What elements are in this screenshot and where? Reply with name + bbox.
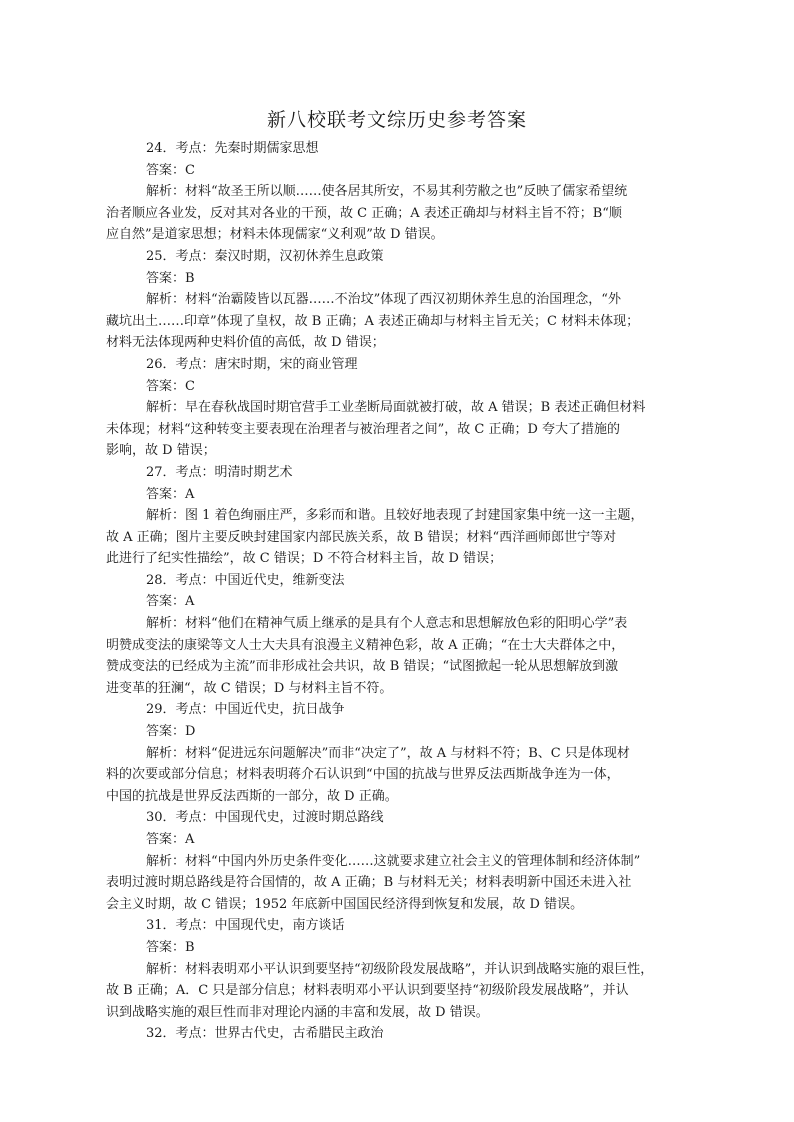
explanation-line: 识到战略实施的艰巨性而非对理论内涵的丰富和发展，故 D 错误。 [106,1004,489,1020]
question-block [106,138,688,246]
question-block [106,699,688,807]
explanation-line: 解析：材料“治霸陵皆以瓦器……不治坟”体现了西汉初期休养生息的治国理念，“外 [146,292,621,308]
question-block [106,354,688,462]
explanation-line: 应自然”是道家思想；材料未体现儒家“义利观”故 D 错误。 [106,227,444,243]
explanation-line: 未体现；材料“这种转变主要表现在治理者与被治理者之间”，故 C 正确；D 夸大了措施的 [106,421,621,437]
explanation-line: 解析：图 1 着色绚丽庄严，多彩而和谐。且较好地表现了封建国家集中统一这一主题， [146,508,644,524]
explanation-line: 材料无法体现两种史料价值的高低，故 D 错误； [106,335,385,351]
question-answer: 答案：A [146,486,195,502]
explanation-line: 解析：材料“他们在精神气质上继承的是具有个人意志和思想解放色彩的阳明心学”表 [146,616,628,632]
explanation-line: 治者顺应各业发，反对其对各业的干预，故 C 正确；A 表述正确却与材料主旨不符；B“顺 [106,205,622,221]
question-block [106,807,688,915]
question-topic: 24．考点：先秦时期儒家思想 [146,141,319,156]
question-explanation [106,397,688,462]
question-topic: 32．考点：世界古代史，古希腊民主政治 [146,1026,384,1042]
question-answer: 答案：B [146,270,195,286]
question-block [106,570,688,700]
question-explanation [106,851,688,916]
question-list [106,138,688,1045]
question-block [106,915,688,1023]
question-explanation [106,959,688,1024]
question-block [106,246,688,354]
explanation-line: 影响，故 D 错误； [106,443,216,459]
question-explanation [106,505,688,570]
question-block [146,1023,688,1045]
explanation-line: 会主义时期，故 C 错误；1952 年底新中国国民经济得到恢复和发展，故 D 错误。 [106,896,584,912]
document-title: 新八校联考文综历史参考答案 [266,109,527,131]
question-answer: 答案：A [146,594,195,610]
question-answer: 答案：B [146,939,195,955]
question-explanation [106,613,688,699]
explanation-line: 故 B 正确；A．C 只是部分信息；材料表明邓小平认识到要坚持“初级阶段发展战略”，并认 [106,983,629,999]
question-answer: 答案：C [146,378,195,394]
explanation-line: 进变革的狂澜“，故 C 错误；D 与材料主旨不符。 [106,680,393,696]
explanation-line: 明赞成变法的康梁等文人士大夫具有浪漫主义精神色彩，故 A 正确；“在士大夫群体之中， [106,637,625,653]
explanation-line: 中国的抗战是世界反法西斯的一部分，故 D 正确。 [106,788,398,804]
question-topic: 25．考点：秦汉时期，汉初休养生息政策 [146,248,384,264]
question-topic: 31．考点：中国现代史，南方谈话 [146,918,345,934]
explanation-line: 解析：材料“中国内外历史条件变化……这就要求建立社会主义的管理体制和经济体制” [146,853,641,869]
question-answer: 答案：D [146,724,196,740]
explanation-line: 此进行了纪实性描绘”，故 C 错误；D 不符合材料主旨，故 D 错误； [106,551,503,567]
question-explanation [106,181,688,246]
explanation-line: 料的次要或部分信息；材料表明蒋介石认识到“中国的抗战与世界反法西斯战争连为一体， [106,767,620,783]
explanation-line: 表明过渡时期总路线是符合国情的，故 A 正确；B 与材料无关；材料表明新中国还未进入社 [106,875,632,891]
explanation-line: 解析：材料表明邓小平认识到要坚持“初级阶段发展战略”，并认识到战略实施的艰巨性， [146,961,654,977]
question-topic: 27．考点：明清时期艺术 [146,464,293,480]
explanation-line: 藏坑出土……印章”体现了皇权，故 B 正确；A 表述正确却与材料主旨无关；C 材料未体现； [106,313,640,329]
explanation-line: 故 A 正确；图片主要反映封建国家内部民族关系，故 B 错误；材料“西洋画师郎世宁等对 [106,529,617,545]
question-answer: 答案：A [146,832,195,847]
question-block [106,462,688,570]
question-topic: 30．考点：中国现代史，过渡时期总路线 [146,810,384,826]
question-explanation [106,743,688,808]
question-topic: 29．考点：中国近代史，抗日战争 [146,702,345,718]
explanation-line: 解析：材料“促进远东问题解决”而非“决定了”，故 A 与材料不符；B、C 只是体现材 [146,745,630,761]
explanation-line: 赞成变法的已经成为主流”而非形成社会共识，故 B 错误；“试图掀起一轮从思想解放到激 [106,659,619,675]
question-topic: 28．考点：中国近代史，维新变法 [146,572,345,588]
question-topic: 26．考点：唐宋时期，宋的商业管理 [146,356,358,372]
explanation-line: 解析：材料“故圣王所以顺……使各居其所安，不易其利劳敝之也”反映了儒家希望统 [146,184,628,200]
question-answer: 答案：C [146,162,195,178]
question-explanation [106,289,688,354]
explanation-line: 解析：早在春秋战国时期官营手工业垄断局面就被打破，故 A 错误；B 表述正确但材料 [146,400,646,416]
